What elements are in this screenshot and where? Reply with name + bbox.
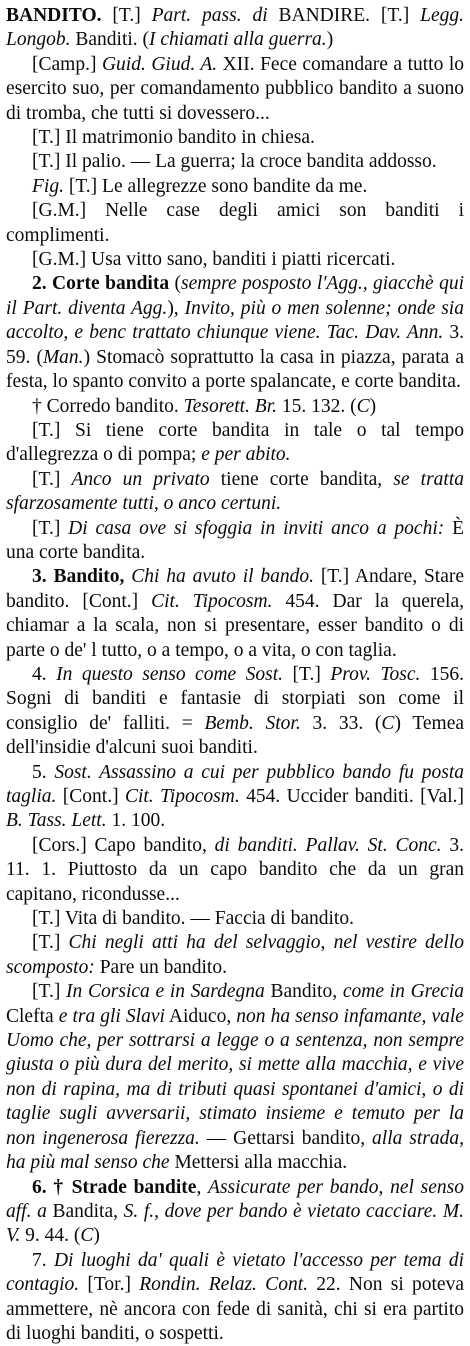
italic-text: Cit. Tipocosm. bbox=[151, 590, 273, 612]
sense-paragraph bbox=[6, 907, 464, 931]
sense-paragraph bbox=[6, 53, 464, 126]
sense-paragraph bbox=[6, 761, 464, 834]
italic-text: Bemb. Stor. bbox=[204, 712, 301, 734]
sense-paragraph bbox=[6, 126, 464, 150]
italic-text: Man. bbox=[42, 346, 84, 368]
italic-text: Invito, più o men solenne; onde sia accolto, e benc trattato chiunque viene. Tac. Dav. Ann. bbox=[6, 297, 464, 344]
text-run: Bandita, bbox=[46, 1200, 124, 1222]
italic-text: Legg. Longob. bbox=[6, 5, 465, 51]
entry-headline-paragraph bbox=[6, 4, 464, 53]
sense-paragraph bbox=[6, 565, 464, 663]
dictionary-entry-bandito bbox=[6, 4, 464, 1346]
text-run: 3. 11. 1. Piuttosto da un capo bandito che da un gran capitano, ricondusse... bbox=[6, 834, 464, 905]
italic-text: Di luoghi da' quali è vietato l'accesso per tema di contagio. bbox=[6, 1249, 464, 1296]
italic-text: Fig. bbox=[32, 175, 64, 197]
text-run: ) Stomacò soprattutto la casa in piazza, parata a festa, lo spanto convito a porte spalancate, e corte bandita. bbox=[6, 346, 464, 393]
text-run: [T.] Il matrimonio bandito in chiesa. bbox=[32, 127, 315, 149]
sense-paragraph bbox=[6, 1176, 464, 1249]
text-run: Clefta bbox=[6, 1005, 59, 1027]
italic-text: Rondin. Relaz. Cont. bbox=[139, 1274, 308, 1296]
text-run: 3. 59. ( bbox=[6, 322, 465, 368]
text-run: 1. 100. bbox=[106, 810, 166, 832]
italic-text: Part. pass. di bbox=[151, 5, 279, 26]
text-run: Aiduco, bbox=[164, 1005, 237, 1027]
text-run: † Corredo bandito. bbox=[32, 395, 184, 417]
text-run: , bbox=[196, 1176, 209, 1198]
text-run: 454. Dar la querela, chiamar a la scala, non si presentare, esser bandito o di parte o de' l tutto, o a tempo, o a vita, o con taglia. bbox=[6, 590, 465, 661]
text-run: tiene corte bandita, bbox=[209, 468, 394, 490]
italic-text: In questo senso come Sost. bbox=[56, 663, 284, 685]
text-run: Mettersi alla macchia. bbox=[169, 1152, 348, 1174]
text-run: [T.] Andare, Stare bandito. [Cont.] bbox=[6, 566, 465, 612]
text-run: [G.M.] Usa vitto sano, banditi i piatti ricercati. bbox=[32, 249, 396, 271]
italic-text: C bbox=[356, 395, 370, 417]
italic-text: e per abito. bbox=[201, 444, 291, 466]
sense-paragraph bbox=[6, 980, 464, 1175]
italic-text: alla strada, ha più mal senso che bbox=[6, 1127, 464, 1174]
sense-paragraph bbox=[6, 663, 464, 761]
text-run: [T.] bbox=[32, 981, 67, 1003]
italic-text: Sost. Assassino a cui per pubblico bando fu posta taglia. bbox=[6, 761, 464, 807]
text-run: ) bbox=[369, 395, 377, 417]
text-run: XII. Fece comandare a tutto lo esercito suo, per comandamento pubblico bandito a suono di tromba, che tutti si dovessero... bbox=[6, 53, 464, 124]
italic-text: Chi ha avuto il bando. bbox=[131, 566, 314, 588]
italic-text: Assicurate per bando, nel senso aff. a bbox=[6, 1176, 464, 1222]
italic-text: Prov. Tosc. bbox=[330, 663, 421, 685]
text-run: [Cors.] Capo bandito, bbox=[32, 834, 215, 856]
sense-paragraph bbox=[6, 1249, 464, 1346]
italic-text: C bbox=[381, 712, 395, 734]
text-run: 15. 132. ( bbox=[277, 395, 357, 417]
bold-term: BANDITO. bbox=[6, 5, 102, 26]
sense-paragraph bbox=[6, 834, 464, 907]
bold-term: 6. † Strade bandite bbox=[32, 1176, 197, 1198]
text-run: 7. bbox=[32, 1249, 54, 1271]
text-run: [T.] bbox=[283, 663, 331, 685]
text-run: [T.] Si tiene corte bandita in tale o tal tempo d'allegrezza o di pompa; bbox=[6, 419, 464, 466]
italic-text: Anco un privato bbox=[71, 468, 210, 490]
text-run: Banditi. ( bbox=[70, 29, 150, 51]
sense-paragraph bbox=[6, 150, 464, 174]
text-run: 3. 33. ( bbox=[300, 712, 382, 734]
text-run: ( bbox=[169, 273, 182, 295]
bold-term: 3. Bandito, bbox=[32, 566, 125, 588]
text-run: 156. Sogni di banditi e fantasie di storpiati son come il consiglio de' falliti. = bbox=[6, 663, 464, 734]
sense-paragraph bbox=[6, 199, 464, 248]
italic-text: Guid. Giud. A. bbox=[101, 53, 218, 75]
sense-paragraph bbox=[6, 931, 464, 980]
italic-text: B. Tass. Lett. bbox=[6, 810, 107, 832]
text-run: 9. 44. ( bbox=[20, 1225, 81, 1247]
italic-text: In Corsica e in Sardegna bbox=[66, 981, 265, 1003]
italic-text: sempre posposto l'Agg., giacchè qui il Part. diventa Agg. bbox=[6, 273, 464, 319]
text-run: [G.M.] Nelle case degli amici son banditi i complimenti. bbox=[6, 200, 464, 246]
text-run: ) bbox=[326, 29, 334, 51]
italic-text: come in Grecia bbox=[342, 981, 464, 1003]
text-run: [T.] Vita di bandito. — Faccia di bandito. bbox=[32, 908, 354, 930]
text-run: — Gettarsi bandito, bbox=[199, 1127, 373, 1149]
italic-text: Cit. Tipocosm. bbox=[124, 786, 240, 807]
italic-text: Chi negli atti ha del selvaggio, nel vestire dello scomposto: bbox=[6, 932, 465, 978]
text-run: [Tor.] bbox=[79, 1274, 140, 1296]
text-run: BANDIRE. [T.] bbox=[278, 5, 421, 26]
text-run: [Camp.] bbox=[32, 53, 102, 75]
italic-text: Di casa ove si sfoggia in inviti anco a pochi: bbox=[68, 517, 445, 539]
text-run: 22. Non si poteva ammettere, nè ancora con fede di sanità, chi si era partito di luoghi banditi, o sospetti. bbox=[6, 1274, 464, 1344]
italic-text: e tra gli Slavi bbox=[58, 1005, 165, 1027]
italic-text: di banditi. Pallav. St. Conc. bbox=[214, 834, 442, 856]
text-run: È una corte bandita. bbox=[6, 517, 464, 563]
text-run: [T.] bbox=[32, 468, 72, 490]
bold-term: 2. Corte bandita bbox=[32, 273, 170, 295]
text-run: 454. Uccider banditi. [Val.] bbox=[239, 786, 464, 807]
italic-text: se tratta sfarzosamente tutti, o anco certuni. bbox=[6, 468, 464, 515]
text-run: [T.] bbox=[101, 5, 152, 26]
text-run: 5. bbox=[32, 761, 55, 783]
text-run: [T.] bbox=[32, 932, 69, 954]
sense-paragraph bbox=[6, 395, 464, 419]
text-run: Pare un bandito. bbox=[94, 956, 227, 978]
text-run: ) Temea dell'insidie d'alcuni suoi banditi. bbox=[6, 712, 464, 759]
italic-text: Tesorett. Br. bbox=[183, 395, 278, 417]
sense-paragraph bbox=[6, 419, 464, 468]
sense-paragraph bbox=[6, 175, 464, 199]
text-run: [T.] Il palio. — La guerra; la croce bandita addosso. bbox=[32, 151, 437, 173]
text-run: [T.] bbox=[32, 517, 69, 539]
sense-paragraph bbox=[6, 517, 464, 566]
italic-text: S. f., dove per bando è vietato cacciare. M. V. bbox=[6, 1200, 464, 1247]
text-run: ), bbox=[167, 297, 185, 319]
sense-paragraph bbox=[6, 248, 464, 272]
italic-text: C bbox=[80, 1225, 94, 1247]
italic-text: I chiamati alla guerra. bbox=[149, 29, 327, 51]
text-run: 4. bbox=[32, 663, 57, 685]
sense-paragraph bbox=[6, 468, 464, 517]
sense-paragraph bbox=[6, 272, 464, 394]
text-run: ) bbox=[93, 1225, 100, 1247]
italic-text: non ha senso infamante, vale Uomo che, per sottrarsi a legge o a sentenza, non sempre giusta o più dura del merito, si mette alla macchia, e vive non di rapina, ma di tributi quasi spontanei d'amici, o di taglie sugli avversarii, stimato insieme e temuto per la non ingenerosa fierezza. bbox=[6, 1005, 464, 1149]
text-run: Bandito, bbox=[264, 981, 343, 1003]
text-run: [T.] Le allegrezze sono bandite da me. bbox=[63, 175, 368, 197]
text-run: [Cont.] bbox=[56, 786, 125, 807]
